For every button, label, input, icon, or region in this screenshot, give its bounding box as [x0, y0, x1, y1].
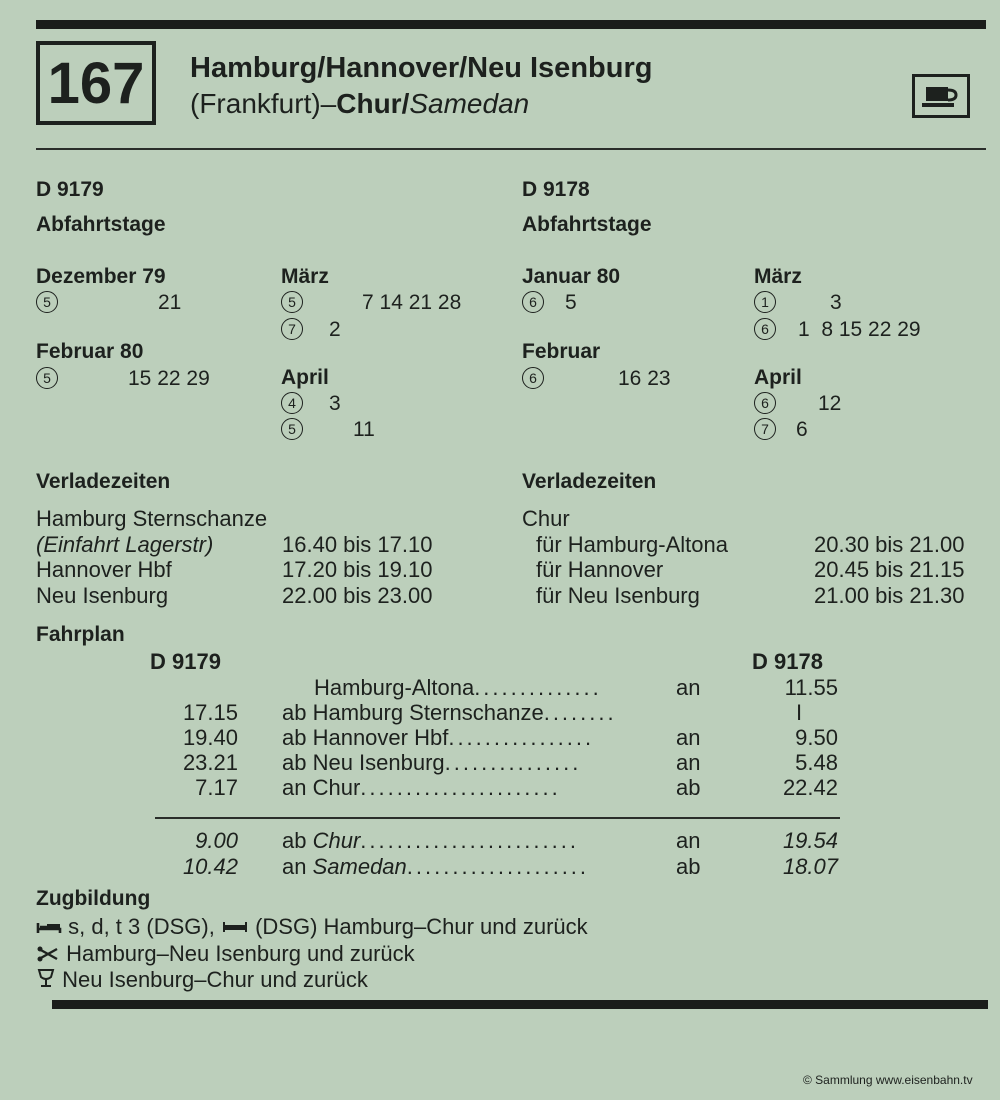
zugbildung-text: s, d, t 3 (DSG),: [68, 914, 215, 939]
right-apr-dates1: 12: [818, 392, 842, 415]
fahrplan-row: [282, 700, 617, 726]
fahrplan-prefix: ab: [282, 828, 313, 853]
fahrplan-right-time: 19.54: [782, 828, 838, 853]
left-month-maerz: März: [281, 265, 329, 288]
right-mar-row1: [754, 290, 776, 314]
fahrplan-station: ab Hamburg Sternschanze: [282, 700, 544, 725]
fahrplan-right-time: 9.50: [795, 725, 838, 750]
left-apr-row1: [281, 391, 303, 415]
fahrplan-dots: ..............: [474, 675, 602, 700]
right-mar-dates1: 3: [830, 291, 842, 314]
weekday-circle: 7: [754, 418, 776, 440]
top-bar: [36, 20, 986, 29]
fahrplan-dots: ...............: [444, 750, 582, 775]
fahrplan-left-time: 23.21: [182, 750, 238, 775]
copyright-footer: © Sammlung www.eisenbahn.tv: [803, 1073, 973, 1087]
weekday-circle: 5: [281, 418, 303, 440]
left-feb-dates: 15 22 29: [128, 367, 210, 390]
left-verlade-time: 22.00 bis 23.00: [282, 583, 433, 608]
zugbildung-title: Zugbildung: [36, 887, 151, 910]
right-month-februar: Februar: [522, 340, 601, 363]
right-apr-row1: [754, 391, 776, 415]
fahrplan-station: ab Hannover Hbf: [282, 725, 449, 750]
fahrplan-direction: an: [676, 725, 701, 750]
fahrplan-right-train: D 9178: [752, 649, 823, 674]
fahrplan-row: [282, 828, 579, 854]
zugbildung-text: (DSG) Hamburg–Chur und zurück: [255, 914, 588, 939]
weekday-circle: 6: [754, 392, 776, 414]
left-apr-dates2: 11: [353, 418, 375, 441]
fahrplan-title: Fahrplan: [36, 623, 125, 646]
subtitle-part-chur: Chur/: [336, 88, 410, 119]
left-month-dezember: Dezember 79: [36, 265, 166, 288]
weekday-circle: 7: [281, 318, 303, 340]
restaurant-icon: [912, 74, 970, 118]
fahrplan-dots: ......................: [360, 775, 561, 800]
left-verlade-station: Neu Isenburg: [36, 583, 169, 608]
weekday-circle: 5: [36, 367, 58, 389]
fahrplan-divider: [155, 817, 840, 819]
right-apr-row2: [754, 417, 776, 441]
fahrplan-left-train: D 9179: [150, 649, 221, 674]
fahrplan-row: [282, 750, 581, 776]
left-mar-row2: [281, 317, 303, 341]
fahrplan-right-time: 11.55: [784, 675, 838, 700]
zugbildung-line: [36, 941, 415, 968]
fahrplan-left-time: 10.42: [182, 854, 238, 879]
subtitle-part-frankfurt: (Frankfurt)–: [190, 88, 337, 119]
fahrplan-right-time: 22.42: [782, 775, 838, 800]
right-verlade-time: 20.45 bis 21.15: [814, 557, 965, 582]
zugbildung-line: [36, 967, 368, 994]
zugbildung-line: [36, 914, 588, 941]
fahrplan-right-time: 5.48: [795, 750, 838, 775]
weekday-circle: 6: [522, 367, 544, 389]
fahrplan-dots: ........................: [360, 828, 579, 853]
header-rule: [36, 148, 986, 150]
weekday-circle: 6: [522, 291, 544, 313]
left-apr-row2: [281, 417, 303, 441]
right-verladezeiten-title: Verladezeiten: [522, 470, 657, 493]
fahrplan-left-time: 7.17: [195, 775, 238, 800]
left-verlade-time: 17.20 bis 19.10: [282, 557, 433, 582]
fahrplan-left-time: 17.15: [182, 700, 238, 725]
zugbildung-text: Neu Isenburg–Chur und zurück: [62, 967, 368, 992]
right-verlade-time: 20.30 bis 21.00: [814, 532, 965, 557]
right-verlade-time: 21.00 bis 21.30: [814, 583, 965, 608]
left-abfahrtstage: Abfahrtstage: [36, 213, 166, 236]
right-jan-dates: 5: [565, 291, 577, 314]
fahrplan-dots: ........: [543, 700, 617, 725]
zugbildung-text: Hamburg–Neu Isenburg und zurück: [66, 941, 415, 966]
fahrplan-row: [314, 675, 602, 701]
bottom-bar: [52, 1000, 988, 1009]
right-verlade-station: für Neu Isenburg: [536, 583, 700, 608]
sleeper-icon: [36, 942, 60, 968]
right-month-april: April: [754, 366, 802, 389]
right-train-number: D 9178: [522, 178, 590, 201]
fahrplan-station: Samedan: [312, 854, 407, 879]
fahrplan-station: an Chur: [282, 775, 361, 800]
route-number: 167: [36, 41, 156, 125]
fahrplan-row: [282, 854, 589, 880]
right-verlade-station: Chur: [522, 506, 570, 531]
fahrplan-station: Hamburg-Altona: [314, 675, 475, 700]
weekday-circle: 5: [281, 291, 303, 313]
weekday-circle: 4: [281, 392, 303, 414]
fahrplan-direction: an: [676, 750, 701, 775]
right-apr-dates2: 6: [796, 418, 808, 441]
left-mar-dates2: 2: [329, 318, 341, 341]
fahrplan-prefix: an: [282, 854, 313, 879]
weekday-circle: 1: [754, 291, 776, 313]
left-train-number: D 9179: [36, 178, 104, 201]
left-mar-dates1: 7 14 21 28: [362, 291, 462, 314]
fahrplan-right-time: 18.07: [782, 854, 838, 879]
right-mar-row2: [754, 317, 776, 341]
fahrplan-direction: ab: [676, 775, 701, 800]
fahrplan-station: Chur: [312, 828, 361, 853]
right-feb-row: [522, 366, 544, 390]
fahrplan-row: [282, 775, 561, 801]
right-verlade-station: für Hamburg-Altona: [536, 532, 728, 557]
weekday-circle: 5: [36, 291, 58, 313]
subtitle-part-samedan: Samedan: [409, 88, 530, 119]
left-dez-dates: 21: [158, 291, 182, 314]
fahrplan-row: [282, 725, 594, 751]
fahrplan-right-time: I: [796, 700, 803, 725]
right-verlade-station: für Hannover: [536, 557, 664, 582]
right-abfahrtstage: Abfahrtstage: [522, 213, 652, 236]
right-month-januar: Januar 80: [522, 265, 621, 288]
left-dez-row: [36, 290, 58, 314]
left-apr-dates1: 3: [329, 392, 341, 415]
left-verlade-einfahrt: (Einfahrt Lagerstr): [36, 532, 214, 557]
left-mar-row1: [281, 290, 303, 314]
route-subtitle: [190, 88, 529, 120]
right-month-maerz: März: [754, 265, 802, 288]
fahrplan-left-time: 19.40: [182, 725, 238, 750]
left-month-februar: Februar 80: [36, 340, 144, 363]
fahrplan-direction: an: [676, 828, 701, 853]
route-title: Hamburg/Hannover/Neu Isenburg: [190, 52, 653, 84]
left-verlade-station: Hannover Hbf: [36, 557, 172, 582]
left-verlade-station: Hamburg Sternschanze: [36, 506, 268, 531]
car-transport-icon: [221, 915, 249, 941]
left-verladezeiten-title: Verladezeiten: [36, 470, 171, 493]
right-jan-row: [522, 290, 544, 314]
fahrplan-station: ab Neu Isenburg: [282, 750, 445, 775]
left-month-april: April: [281, 366, 329, 389]
fahrplan-dots: ....................: [406, 854, 590, 879]
wine-glass-icon: [36, 968, 56, 994]
fahrplan-direction: an: [676, 675, 701, 700]
weekday-circle: 6: [754, 318, 776, 340]
fahrplan-direction: ab: [676, 854, 701, 879]
couchette-icon: [36, 915, 62, 941]
right-mar-dates2: 1 8 15 22 29: [798, 318, 921, 341]
fahrplan-left-time: 9.00: [195, 828, 238, 853]
fahrplan-dots: ................: [448, 725, 595, 750]
right-feb-dates: 16 23: [618, 367, 671, 390]
left-feb-row: [36, 366, 58, 390]
left-verlade-time: 16.40 bis 17.10: [282, 532, 433, 557]
